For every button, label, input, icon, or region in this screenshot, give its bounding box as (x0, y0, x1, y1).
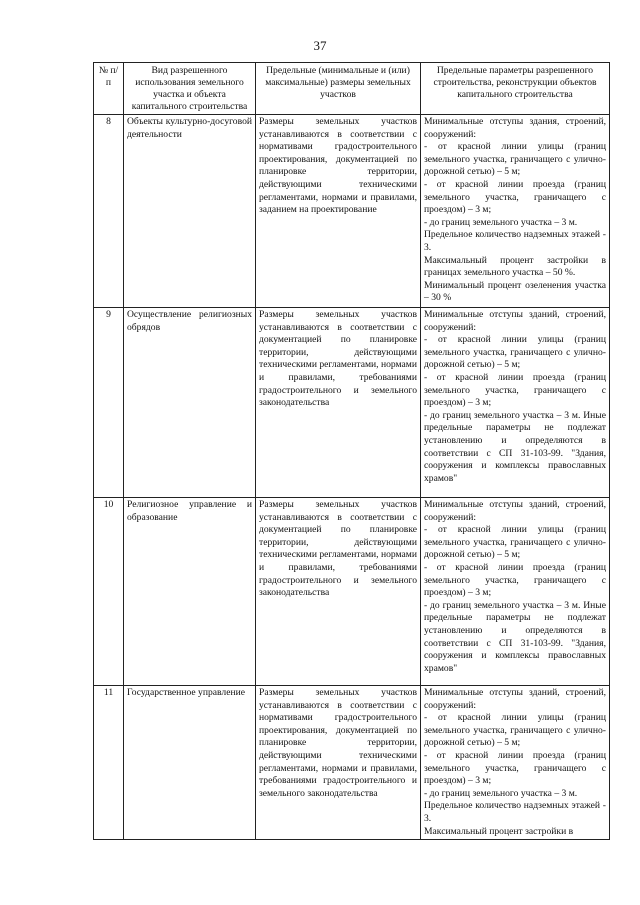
param-line: Минимальные отступы здания, строений, сооружений: (424, 116, 606, 140)
param-line: - от красной линии проезда (границ земельного участка, граничащего с проездом) – 3 м; (424, 561, 606, 599)
row-params (421, 498, 610, 686)
param-line: Минимальные отступы зданий, строений, сооружений: (424, 309, 606, 333)
table-header-row (94, 63, 610, 115)
param-line: Предельное количество надземных этажей - 3. (424, 229, 606, 253)
param-line: Минимальный процент озеленения участка – 30 % (424, 279, 606, 304)
row-number: 9 (94, 308, 124, 498)
row-params (421, 686, 610, 840)
param-line: - от красной линии проезда (границ земельного участка, граничащего с проездом) – 3 м; (424, 178, 606, 216)
param-line: Минимальные отступы зданий, строений, сооружений: (424, 687, 606, 711)
table-row (94, 498, 610, 686)
param-line: Максимальный процент застройки в границах земельного участка – 50 %. (424, 254, 606, 279)
param-line: Предельное количество надземных этажей - 3. (424, 800, 606, 824)
row-use: Религиозное управление и образование (124, 498, 256, 686)
row-use: Осуществление религиозных обрядов (124, 308, 256, 498)
row-size: Размеры земельных участков устанавливаются в соответствии с документацией по планировке территории, действующими техническими регламентами, нормами и правилами, требованиями градостроительного и земельного законодательства (256, 308, 421, 498)
row-number: 11 (94, 686, 124, 840)
table-row (94, 308, 610, 498)
param-line: Максимальный процент застройки в (424, 825, 574, 837)
row-size: Размеры земельных участков устанавливаются в соответствии с документацией по планировке территории, действующими техническими регламентами, нормами и правилами, требованиями градостроительного и земельного законодательства (256, 498, 421, 686)
param-line: - до границ земельного участка – 3 м. Иные предельные параметры не подлежат установлению и определяются в соответствии с СП 31-103-99. "Здания, сооружения и комплексы православных храмов" (424, 599, 606, 674)
param-line: - от красной линии улицы (границ земельного участка, граничащего с улично-дорожной сетью) – 5 м; (424, 334, 606, 371)
param-line: - до границ земельного участка – 3 м. (424, 787, 578, 799)
table-row (94, 115, 610, 308)
param-line: - до границ земельного участка – 3 м. Иные предельные параметры не подлежат установлению и определяются в соответствии с СП 31-103-99. "Здания, сооружения и комплексы православных храмов" (424, 409, 606, 484)
row-params (421, 115, 610, 308)
regulations-table (93, 62, 610, 840)
table-row (94, 686, 610, 840)
param-line: Минимальные отступы зданий, строений, сооружений: (424, 499, 606, 523)
row-use: Государственное управление (124, 686, 256, 840)
row-number: 8 (94, 115, 124, 308)
param-line: - от красной линии улицы (границ земельного участка, граничащего с улично-дорожной сетью) – 5 м; (424, 141, 606, 178)
row-params (421, 308, 610, 498)
row-use: Объекты культурно-досуговой деятельности (124, 115, 256, 308)
row-number: 10 (94, 498, 124, 686)
param-line: - до границ земельного участка – 3 м. (424, 216, 578, 228)
param-line: - от красной линии проезда (границ земельного участка, граничащего с проездом) – 3 м; (424, 371, 606, 409)
header-params: Предельные параметры разрешенного строительства, реконструкции объектов капитального строительства (421, 63, 610, 115)
param-line: - от красной линии проезда (границ земельного участка, граничащего с проездом) – 3 м; (424, 749, 606, 787)
param-line: - от красной линии улицы (границ земельного участка, граничащего с улично-дорожной сетью) – 5 м; (424, 712, 606, 749)
page-number: 37 (313, 38, 327, 53)
header-size: Предельные (минимальные и (или) максимальные) размеры земельных участков (256, 63, 421, 115)
param-line: - от красной линии улицы (границ земельного участка, граничащего с улично-дорожной сетью) – 5 м; (424, 524, 606, 561)
row-size: Размеры земельных участков устанавливаются в соответствии с нормативами градостроительного проектирования, документацией по планировке территории, действующими техническими регламентами, нормами и правилами, заданием на проектирование (256, 115, 421, 308)
header-num: № п/п (94, 63, 124, 115)
header-use: Вид разрешенного использования земельного участка и объекта капитального строительства (124, 63, 256, 115)
row-size: Размеры земельных участков устанавливаются в соответствии с нормативами градостроительного проектирования, документацией по планировке территории, действующими техническими регламентами, нормами и правилами, требованиями градостроительного и земельного законодательства (256, 686, 421, 840)
